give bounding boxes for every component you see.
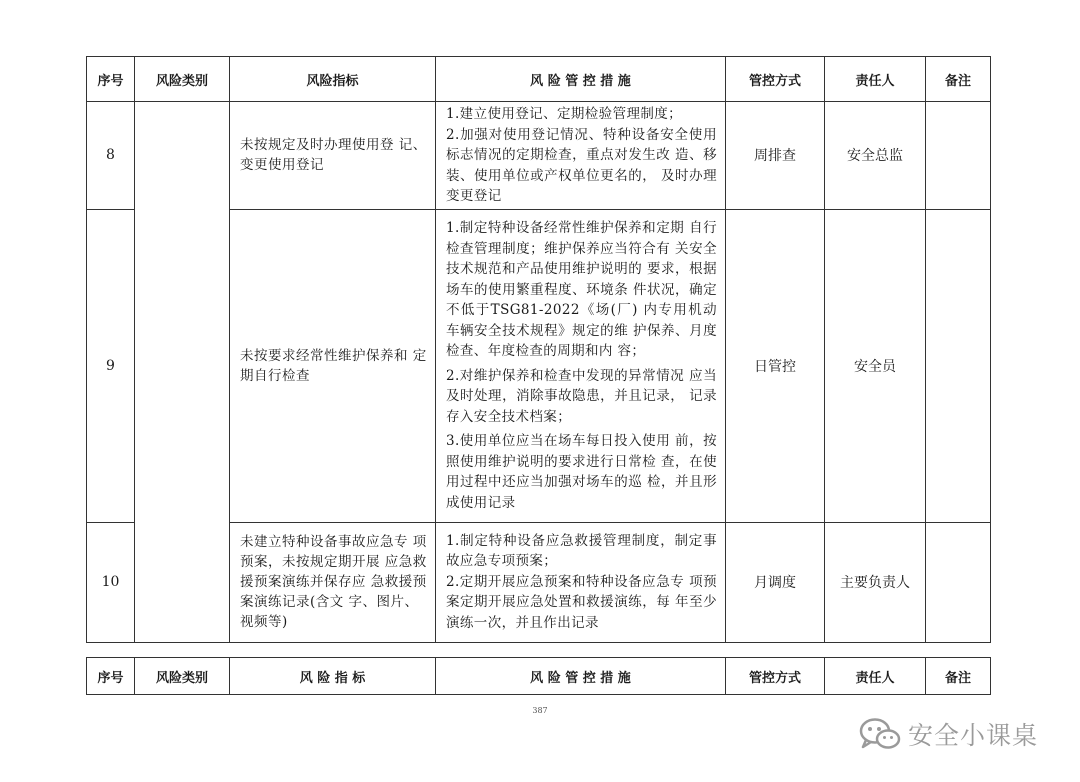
row-indicator: 未按规定及时办理使用登 记、变更使用登记 — [230, 102, 436, 210]
row-control-mode: 周排查 — [726, 102, 825, 210]
watermark — [858, 716, 1038, 752]
measure-item: 3.使用单位应当在场车每日投入使用 前，按照使用维护说明的要求进行日常检 查，在使用过程中还应当加强对场车的巡 检，并且形成使用记录 — [446, 433, 717, 511]
header-seq: 序号 — [87, 658, 135, 695]
header-category: 风险类别 — [135, 658, 230, 695]
table-header-row — [87, 658, 991, 695]
header-mode: 管控方式 — [726, 658, 825, 695]
measure-item: 1.制定特种设备经常性维护保养和定期 自行检查管理制度；维护保养应当符合有 关安全技术规范和产品使用维护说明的 要求，根据场车的使用繁重程度、环境条 件状况，确定不低于TSG81-2022《场(厂) 内专用机动车辆安全技术规程》规定的维 护保养、月度检查、年度检查的周期和内 容； — [446, 220, 717, 359]
header-indicator: 风险指标 — [230, 57, 436, 102]
header-indicator: 风 险 指 标 — [230, 658, 436, 695]
page-number: 387 — [532, 706, 548, 715]
header-measures: 风 险 管 控 措 施 — [436, 658, 726, 695]
row-indicator: 未按要求经常性维护保养和 定期自行检查 — [230, 209, 436, 522]
table-header-row — [87, 57, 991, 102]
watermark-text: 安全小课桌 — [908, 721, 1039, 750]
header-notes: 备注 — [926, 658, 991, 695]
measure-item: 2.对维护保养和检查中发现的异常情况 应当及时处理，消除事故隐患，并且记录， 记录存入安全技术档案； — [446, 367, 717, 425]
header-category: 风险类别 — [135, 57, 230, 102]
measure-item: 2.定期开展应急预案和特种设备应急专 项预案定期开展应急处置和救援演练，每 年至少演练一次，并且作出记录 — [446, 573, 717, 631]
row-seq: 8 — [87, 102, 135, 210]
header-measures: 风 险 管 控 措 施 — [436, 57, 726, 102]
row-seq: 10 — [87, 522, 135, 642]
row-measures — [436, 522, 726, 642]
header-notes: 备注 — [926, 57, 991, 102]
header-responsible: 责任人 — [825, 57, 926, 102]
row-notes — [926, 522, 991, 642]
wechat-icon — [858, 716, 902, 752]
row-control-mode: 日管控 — [726, 209, 825, 522]
measure-item: 1.制定特种设备应急救援管理制度，制定事故应急专项预案； — [446, 532, 717, 570]
row-responsible: 主要负责人 — [825, 522, 926, 642]
row-notes — [926, 102, 991, 210]
measure-item: 2.加强对使用登记情况、特种设备安全使用标志情况的定期检查，重点对发生改 造、移装、使用单位或产权单位更名的， 及时办理变更登记 — [446, 126, 717, 204]
repeated-header-table — [86, 657, 991, 695]
measure-item: 1.建立使用登记、定期检验管理制度； — [446, 106, 683, 122]
risk-control-table — [86, 56, 991, 643]
header-responsible: 责任人 — [825, 658, 926, 695]
row-measures — [436, 102, 726, 210]
table-row — [87, 102, 991, 210]
row-responsible: 安全总监 — [825, 102, 926, 210]
row-notes — [926, 209, 991, 522]
row-responsible: 安全员 — [825, 209, 926, 522]
row-control-mode: 月调度 — [726, 522, 825, 642]
row-measures — [436, 209, 726, 522]
row-seq: 9 — [87, 209, 135, 522]
risk-category-cell — [135, 102, 230, 643]
row-indicator: 未建立特种设备事故应急专 项预案，未按规定期开展 应急救援预案演练并保存应 急救援预案演练记录(含文 字、图片、视频等) — [230, 522, 436, 642]
header-mode: 管控方式 — [726, 57, 825, 102]
header-seq: 序号 — [87, 57, 135, 102]
